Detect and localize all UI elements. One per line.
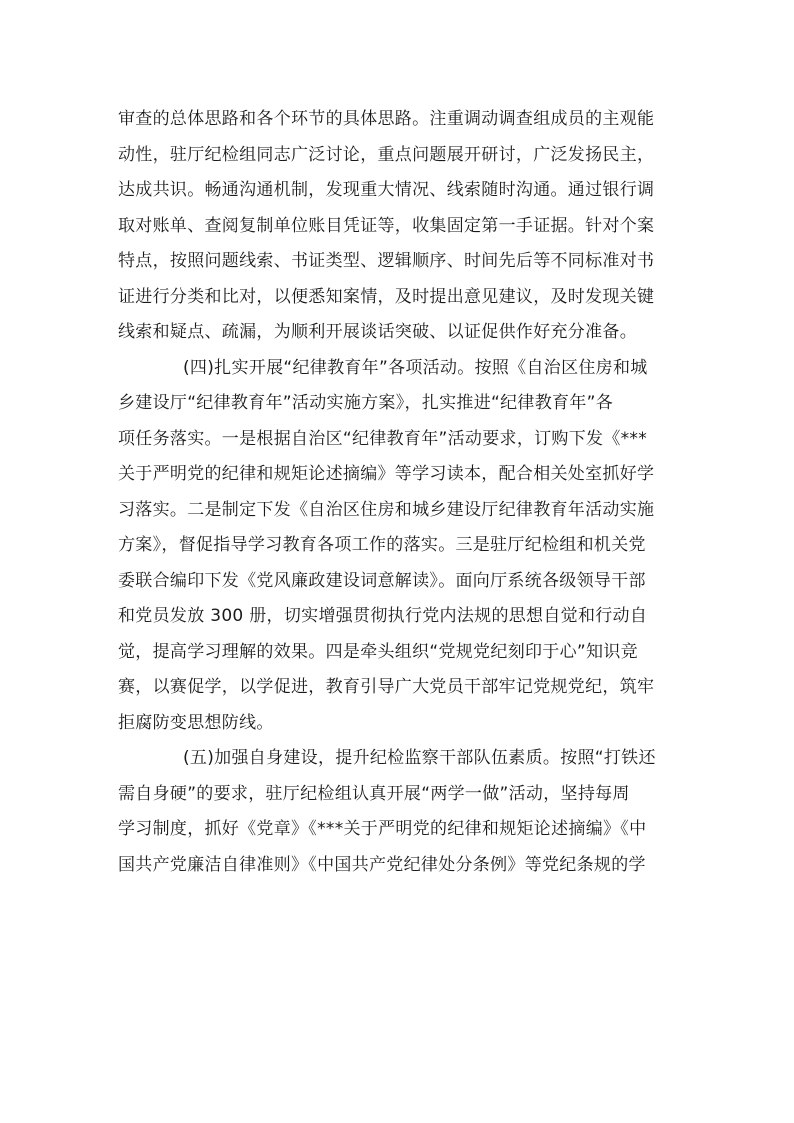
text-line: 方案》，督促指导学习教育各项工作的落实。三是驻厅纪检组和机关党 (118, 535, 646, 555)
text-line: 审查的总体思路和各个环节的具体思路。注重调动调查组成员的主观能 (118, 109, 655, 129)
text-line: 达成共识。畅通沟通机制，发现重大情况、线索随时沟通。通过银行调 (118, 180, 655, 200)
text-line: 需自身硬”的要求，驻厅纪检组认真开展“两学一做”活动，坚持每周 (118, 784, 630, 804)
text-line: 取对账单、查阅复制单位账目凭证等，收集固定第一手证据。针对个案 (118, 216, 655, 236)
text-line: 证进行分类和比对，以便悉知案情，及时提出意见建议，及时发现关键 (118, 287, 655, 307)
text-line: 学习制度，抓好《党章》《***关于严明党的纪律和规矩论述摘编》《中 (118, 819, 647, 839)
text-line: 赛，以赛促学，以学促进，教育引导广大党员干部牢记党规党纪，筑牢 (118, 677, 655, 697)
text-line: 拒腐防变思想防线。 (118, 713, 274, 733)
text-line: 线索和疑点、疏漏，为顺利开展谈话突破、以证促供作好充分准备。 (118, 322, 637, 342)
text-line: 特点，按照问题线索、书证类型、逻辑顺序、时间先后等不同标准对书 (118, 251, 655, 271)
text-line: 动性，驻厅纪检组同志广泛讨论，重点问题展开研讨，广泛发扬民主， (118, 145, 655, 165)
text-line: 关于严明党的纪律和规矩论述摘编》等学习读本，配合相关处室抓好学 (118, 464, 655, 484)
text-line: 委联合编印下发《党风廉政建设词意解读》。面向厅系统各级领导干部 (118, 571, 646, 591)
text-line: 乡建设厅“纪律教育年”活动实施方案》，扎实推进“纪律教育年”各 (118, 393, 614, 413)
text-line: 国共产党廉洁自律准则》《中国共产党纪律处分条例》等党纪条规的学 (118, 855, 646, 875)
text-line: 项任务落实。一是根据自治区“纪律教育年”活动要求，订购下发《*** (118, 429, 648, 449)
text-line: 和党员发放 300 册，切实增强贯彻执行党内法规的思想自觉和行动自 (118, 606, 648, 626)
section-heading-line: (四)扎实开展“纪律教育年”各项活动。按照《自治区住房和城 (183, 358, 648, 378)
section-heading-line: (五)加强自身建设，提升纪检监察干部队伍素质。按照“打铁还 (183, 748, 656, 768)
text-line: 觉，提高学习理解的效果。四是牵头组织“党规党纪刻印于心”知识竞 (118, 642, 638, 662)
text-line: 习落实。二是制定下发《自治区住房和城乡建设厅纪律教育年活动实施 (118, 500, 655, 520)
